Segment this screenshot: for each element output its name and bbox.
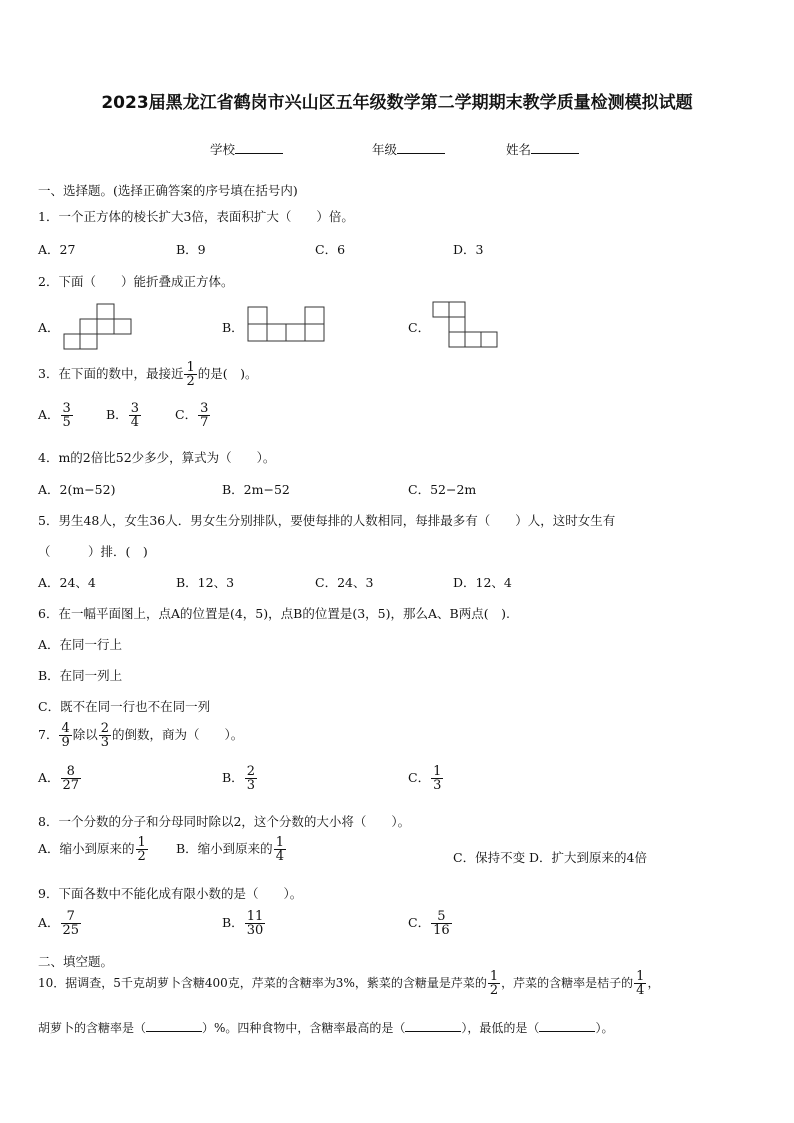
- q3-option-a[interactable]: A． $\frac{3}{5}$: [38, 401, 71, 430]
- q5-option-b[interactable]: B．12、3: [176, 575, 235, 590]
- q1-option-d[interactable]: D．3: [453, 242, 484, 257]
- q10-line2: 胡萝卜的含糖率是（ ）%。四种食物中，含糖率最高的是（ ），最低的是（ ）。: [38, 1021, 614, 1035]
- q3-option-c[interactable]: C． $\frac{3}{7}$: [175, 401, 209, 430]
- q3-stem: 3．在下面的数中，最接近 $\frac{1}{2}$ 的是( )。: [38, 360, 258, 389]
- q1-option-b[interactable]: B．9: [176, 242, 206, 257]
- q6-option-c[interactable]: C．既不在同一行也不在同一列: [38, 699, 211, 714]
- q7-option-b[interactable]: B． $\frac{2}{3}$: [222, 764, 255, 793]
- q5-stem-line1: 5．男生48人，女生36人．男女生分别排队，要使每排的人数相同，每排最多有（ ）人，这时女生有: [38, 513, 616, 528]
- cube-net-b: [247, 306, 325, 344]
- q5-option-c[interactable]: C．24、3: [315, 575, 374, 590]
- q4-option-c[interactable]: C．52−2m: [408, 482, 477, 497]
- q3-option-b[interactable]: B． $\frac{3}{4}$: [106, 401, 139, 430]
- q8-stem: 8．一个分数的分子和分母同时除以2，这个分数的大小将（ ）。: [38, 814, 411, 829]
- blank-carrot-rate[interactable]: [146, 1020, 202, 1032]
- school-label: 学校: [210, 142, 236, 157]
- q5-option-d[interactable]: D．12、4: [453, 575, 512, 590]
- name-field[interactable]: [506, 140, 579, 158]
- page-title: 2023届黑龙江省鹤岗市兴山区五年级数学第二学期期末教学质量检测模拟试题: [101, 93, 693, 113]
- q9-option-a[interactable]: A． $\frac{7}{25}$: [38, 909, 80, 938]
- q5-option-a[interactable]: A．24、4: [38, 575, 96, 590]
- blank-lowest[interactable]: [539, 1020, 595, 1032]
- q1-stem: 1．一个正方体的棱长扩大3倍，表面积扩大（ ）倍。: [38, 209, 354, 224]
- section-choice-heading: 一、选择题。(选择正确答案的序号填在括号内): [38, 183, 298, 198]
- q2-option-a[interactable]: A．: [38, 320, 60, 335]
- blank-highest[interactable]: [405, 1020, 461, 1032]
- q2-option-b[interactable]: B．: [222, 320, 244, 335]
- q7-option-c[interactable]: C． $\frac{1}{3}$: [408, 764, 442, 793]
- q3-frac: $\frac{1}{2}$: [186, 360, 195, 389]
- q5-stem-line2: （ ）排．( ): [38, 544, 148, 559]
- cube-net-a: [63, 303, 135, 351]
- q9-stem: 9．下面各数中不能化成有限小数的是（ ）。: [38, 886, 303, 901]
- q9-option-c[interactable]: C． $\frac{5}{16}$: [408, 909, 450, 938]
- q6-stem: 6．在一幅平面图上，点A的位置是(4，5)，点B的位置是(3，5)，那么A、B两点( ).: [38, 606, 510, 621]
- q4-stem: 4．m的2倍比52少多少，算式为（ ）。: [38, 450, 276, 465]
- q2-stem: 2．下面（ ）能折叠成正方体。: [38, 274, 234, 289]
- q4-option-a[interactable]: A．2(m−52): [38, 482, 116, 497]
- q6-option-a[interactable]: A．在同一行上: [38, 637, 123, 652]
- school-field[interactable]: [210, 140, 283, 158]
- q1-option-a[interactable]: A．27: [38, 242, 76, 257]
- q9-option-b[interactable]: B． $\frac{11}{30}$: [222, 909, 264, 938]
- name-label: 姓名: [506, 142, 532, 157]
- grade-field[interactable]: [372, 140, 445, 158]
- q10-line1: 10．据调查，5千克胡萝卜含糖400克，芹菜的含糖率为3%，紫菜的含糖量是芹菜的 $\frac{1}{2}$ ，芹菜的含糖率是桔子的 $\frac{1}{4}$ ，: [38, 969, 660, 998]
- cube-net-c: [432, 301, 498, 351]
- q1-option-c[interactable]: C．6: [315, 242, 346, 257]
- q8-option-a[interactable]: A．缩小到原来的 $\frac{1}{2}$: [38, 835, 146, 864]
- q6-option-b[interactable]: B．在同一列上: [38, 668, 123, 683]
- section-fill-heading: 二、填空题。: [38, 954, 114, 969]
- q2-option-c[interactable]: C．: [408, 320, 431, 335]
- q7-option-a[interactable]: A． $\frac{8}{27}$: [38, 764, 80, 793]
- grade-label: 年级: [372, 142, 398, 157]
- q8-option-cd[interactable]: C．保持不变 D．扩大到原来的4倍: [453, 850, 648, 865]
- q7-stem: 7． $\frac{4}{9}$ 除以 $\frac{2}{3}$ 的倒数，商为（ ）。: [38, 721, 244, 750]
- q4-option-b[interactable]: B．2m−52: [222, 482, 290, 497]
- q8-option-b[interactable]: B．缩小到原来的 $\frac{1}{4}$: [176, 835, 284, 864]
